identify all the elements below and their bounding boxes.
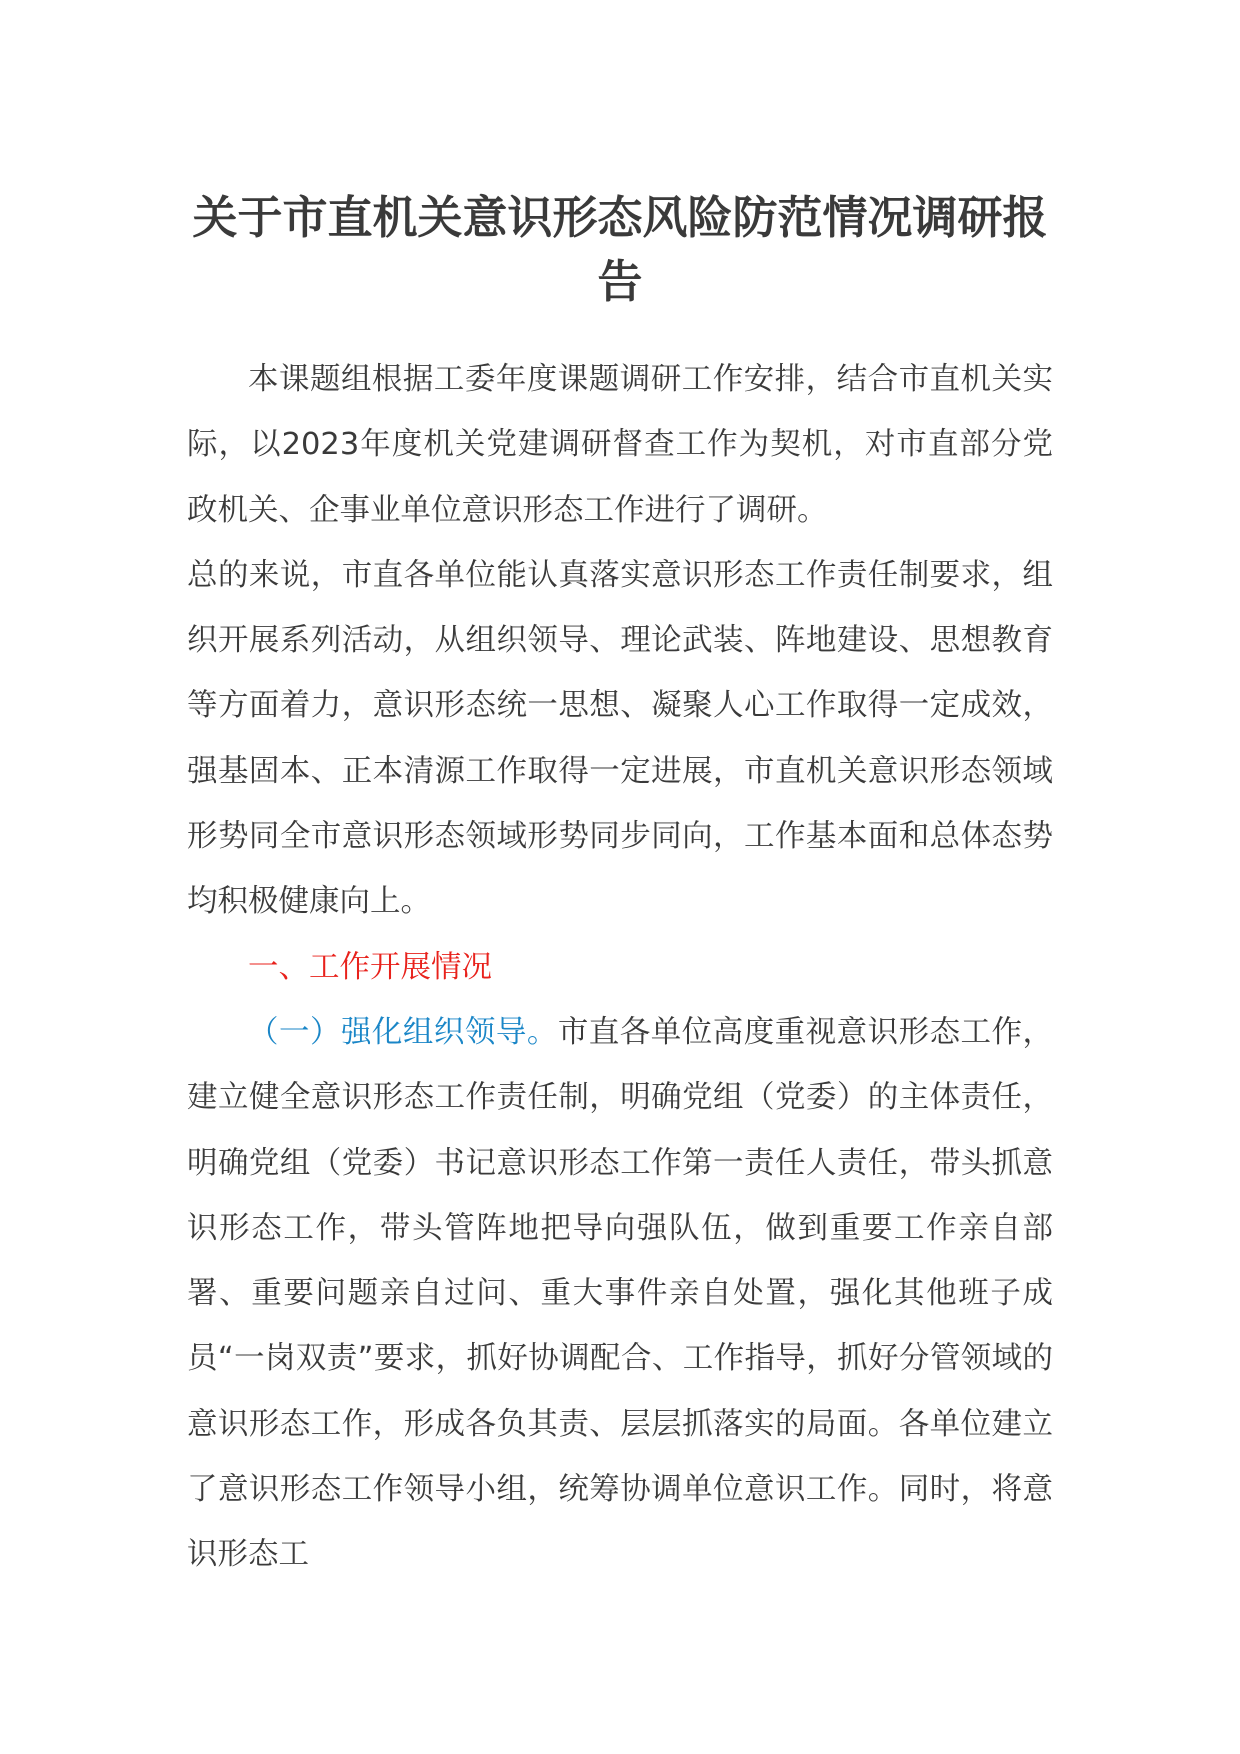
document-title: 关于市直机关意识形态风险防范情况调研报告: [192, 191, 1048, 308]
subsection-heading-1: （一）强化组织领导。: [248, 1014, 558, 1050]
document-body: [187, 347, 1053, 1588]
summary-paragraph: [187, 543, 1053, 935]
subsection-body-1: 市直各单位高度重视意识形态工作，建立健全意识形态工作责任制，明确党组（党委）的主体责任，明确党组（党委）书记意识形态工作第一责任人责任，带头抓意识形态工作，带头管阵地把导向强队伍，做到重要工作亲自部署、重要问题亲自过问、重大事件亲自处置，强化其他班子成员“一岗双责”要求，抓好协调配合、工作指导，抓好分管领域的意识形态工作，形成各负其责、层层抓落实的局面。各单位建立了意识形态工作领导小组，统筹协调单位意识工作。同时，将意识形态工: [187, 1014, 1054, 1573]
intro-paragraph: [187, 347, 1053, 543]
subsection-paragraph-1: [187, 1000, 1053, 1588]
intro-text-part1: 本课题组根据工委年度课题调研工作安排，结合市直机关实际，以2023年度机关党建调研督查工作为契机，对市直部分党政机关、企事业单位意识形态工作进行了调研。: [187, 362, 1053, 528]
section-heading-1: 一、工作开展情况: [248, 949, 492, 985]
summary-text: 总的来说，市直各单位能认真落实意识形态工作责任制要求，组织开展系列活动，从组织领导、理论武装、阵地建设、思想教育等方面着力，意识形态统一思想、凝聚人心工作取得一定成效，强基固本、正本清源工作取得一定进展，市直机关意识形态领域形势同全市意识形态领域形势同步同向，工作基本面和总体态势均积极健康向上。: [187, 557, 1053, 920]
